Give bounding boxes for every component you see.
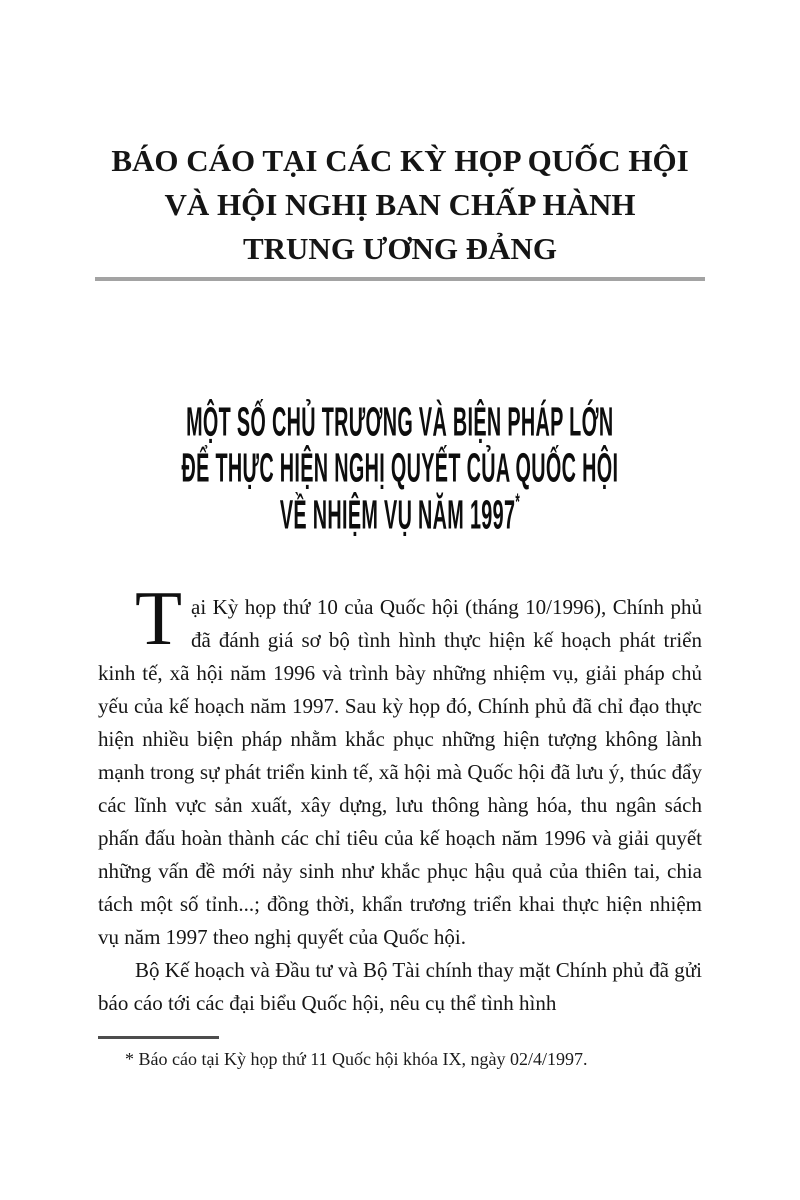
section-heading-text-3-main: VỀ NHIỆM VỤ NĂM 1997 [279, 493, 516, 538]
paragraph-2: Bộ Kế hoạch và Đầu tư và Bộ Tài chính thay mặt Chính phủ đã gửi báo cáo tới các đại biểu Quốc hội, nêu cụ thể tình hình [98, 958, 702, 1015]
footnote-reference-marker: * [515, 489, 521, 515]
chapter-title-line-2: VÀ HỘI NGHỊ BAN CHẤP HÀNH [164, 187, 636, 222]
section-heading-text-2: ĐỂ THỰC HIỆN NGHỊ QUYẾT CỦA QUỐC HỘI [181, 446, 619, 492]
footnote-text [98, 1047, 702, 1072]
section-heading [0, 398, 800, 536]
section-heading-text-1: MỘT SỐ CHỦ TRƯƠNG VÀ BIỆN PHÁP LỚN [186, 400, 614, 446]
chapter-title-line-3: TRUNG ƯƠNG ĐẢNG [242, 231, 557, 266]
footnote-divider [98, 1036, 219, 1039]
title-divider [95, 277, 705, 281]
drop-cap: T [135, 575, 183, 661]
body-text [98, 575, 702, 1020]
paragraph-1-text: ại Kỳ họp thứ 10 của Quốc hội (tháng 10/1996), Chính phủ đã đánh giá sơ bộ tình hình thực hiện kế hoạch phát triển kinh tế, xã hội năm 1996 và trình bày những nhiệm vụ, giải pháp chủ yếu của kế hoạch năm 1997. Sau kỳ họp đó, Chính phủ đã chỉ đạo thực hiện nhiều biện pháp nhằm khắc phục những hiện tượng không lành mạnh trong sự phát triển kinh tế, xã hội mà Quốc hội đã lưu ý, thúc đẩy các lĩnh vực sản xuất, xây dựng, lưu thông hàng hóa, thu ngân sách phấn đấu hoàn thành các chỉ tiêu của kế hoạch năm 1996 và giải quyết những vấn đề mới nảy sinh như khắc phục hậu quả của thiên tai, chia tách một số tỉnh...; đồng thời, khẩn trương triển khai thực hiện nhiệm vụ năm 1997 theo nghị quyết của Quốc hội. [98, 595, 702, 949]
footnote [98, 1036, 702, 1072]
paragraph-1 [98, 575, 702, 954]
chapter-title [0, 0, 800, 271]
section-heading-line-3 [0, 490, 800, 536]
chapter-title-line-1: BÁO CÁO TẠI CÁC KỲ HỌP QUỐC HỘI [111, 143, 689, 178]
footnote-body: Báo cáo tại Kỳ họp thứ 11 Quốc hội khóa IX, ngày 02/4/1997. [138, 1049, 588, 1069]
footnote-marker: * [125, 1049, 134, 1069]
section-heading-line-1 [0, 398, 800, 444]
section-heading-text-3 [280, 480, 520, 539]
